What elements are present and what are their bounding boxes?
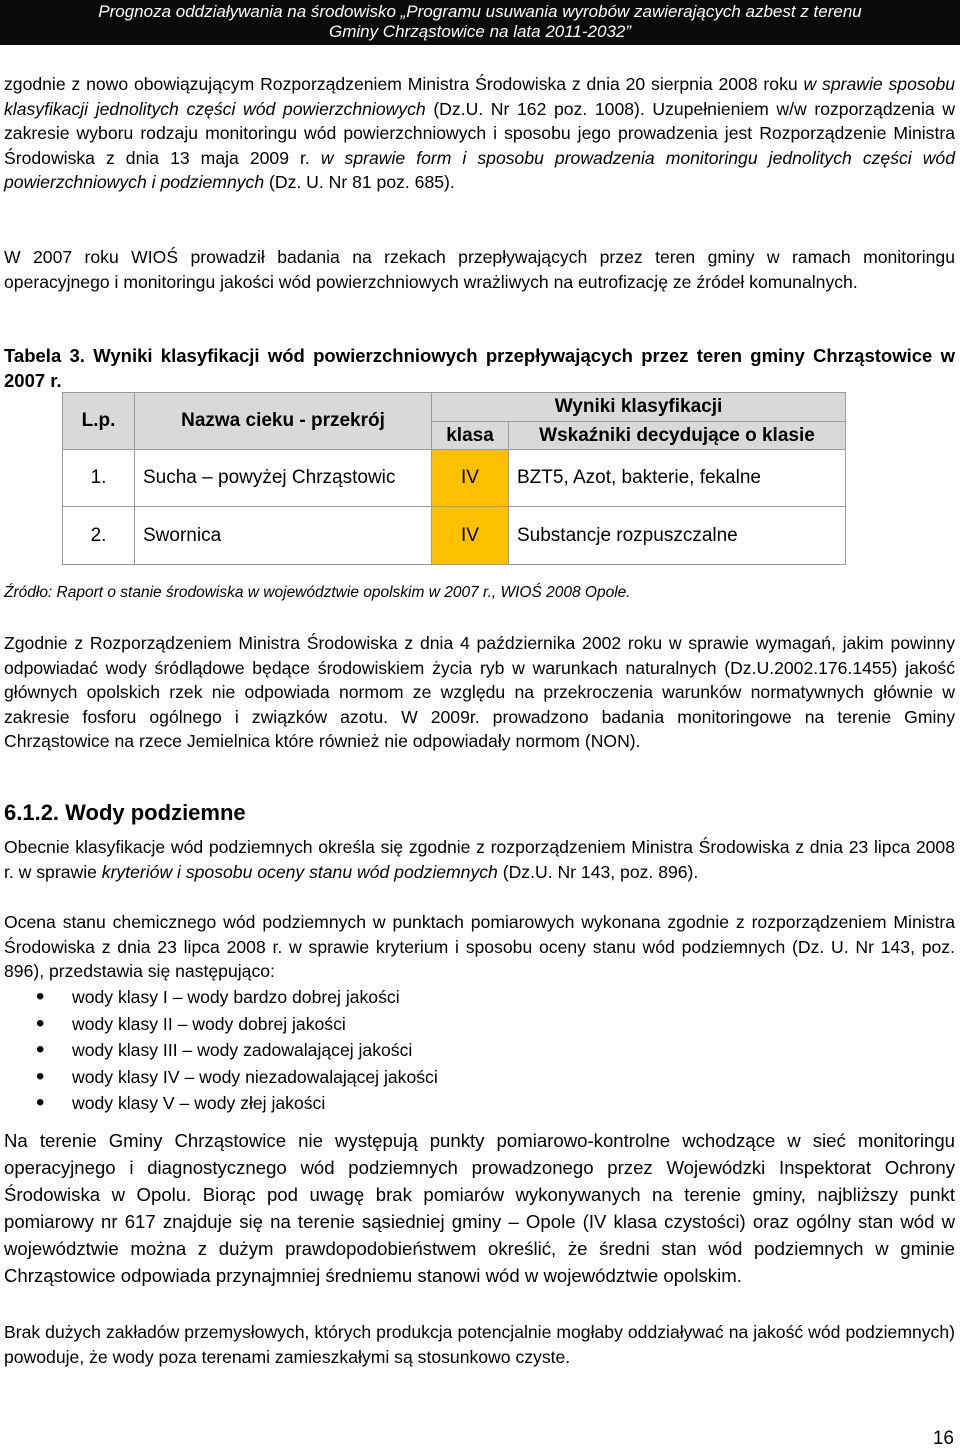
table-source: Źródło: Raport o stanie środowiska w województwie opolskim w 2007 r., WIOŚ 2008 Opole. — [4, 584, 631, 601]
list-item: • wody klasy I – wody bardzo dobrej jakości — [0, 984, 438, 1011]
header-name: Nazwa cieku - przekrój — [135, 393, 432, 450]
page-number: 16 — [932, 1428, 954, 1449]
table-caption: Tabela 3. Wyniki klasyfikacji wód powierzchniowych przepływających przez teren gminy Chrząstowice w 2007 r. — [4, 345, 955, 391]
table-row: 2. Swornica IV Substancje rozpuszczalne — [63, 507, 846, 565]
paragraph-regulation-2002: Zgodnie z Rozporządzeniem Ministra Środowiska z dnia 4 października 2002 roku w sprawie wymagań, jakim powinny odpowiadać wody śródlądowe będące środowiskiem życia ryb w warunkach naturalnych (Dz.U.2002.176.1455) jakość głównych opolskich rzek nie odpowiada normom ze względu na przekroczenia warunków normatywnych głównie w zakresie fosforu ogólnego i związków azotu. W 2009r. prowadzono badania monitoringowe na terenie Gminy Chrząstowice na rzece Jemielnica które również nie odpowiadały normom (NON). — [4, 633, 955, 751]
header-results: Wyniki klasyfikacji — [432, 393, 846, 422]
page-header — [0, 0, 960, 45]
paragraph-wios-2007: W 2007 roku WIOŚ prowadził badania na rzekach przepływających przez teren gminy w ramach monitoringu operacyjnego i monitoringu jakości wód powierzchniowych wrażliwych na eutrofizację ze źródeł komunalnych. — [4, 247, 955, 292]
list-item: • wody klasy V – wody złej jakości — [0, 1090, 438, 1117]
list-item: • wody klasy III – wody zadowalającej jakości — [0, 1037, 438, 1064]
paragraph-monitoring-points: Na terenie Gminy Chrząstowice nie występują punkty pomiarowo-kontrolne wchodzące w sieć monitoringu operacyjnego i diagnostycznego wód podziemnych prowadzonego przez Wojewódzki Inspektorat Ochrony Środowiska w Opolu. Biorąc pod uwagę brak pomiarów wykonywanych na terenie gminy, najbliższy punkt pomiarowy nr 617 znajduje się na terenie sąsiedniej gminy – Opole (IV klasa czystości) oraz ogólny stan wód w województwie można z dużym prawdopodobieństwem określić, że średni stan wód podziemnych w gminie Chrząstowice odpowiada przynajmniej średniemu stanowi wód w województwie opolskim. — [4, 1130, 955, 1286]
list-item: • wody klasy II – wody dobrej jakości — [0, 1011, 438, 1038]
paragraph-chemical-status: Ocena stanu chemicznego wód podziemnych w punktach pomiarowych wykonana zgodnie z rozporządzeniem Ministra Środowiska z dnia 23 lipca 2008 r. w sprawie kryterium i sposobu oceny stanu wód podziemnych (Dz. U. Nr 143, poz. 896), przedstawia się następująco: — [4, 912, 955, 981]
header-klasa: klasa — [432, 422, 509, 450]
header-line-1: Prognoza oddziaływania na środowisko „Programu usuwania wyrobów zawierających azbest z terenu — [98, 2, 862, 21]
paragraph-groundwater-classification: Obecnie klasyfikacje wód podziemnych określa się zgodnie z rozporządzeniem Ministra Środowiska z dnia 23 lipca 2008 r. w sprawie kryteriów i sposobu oceny stanu wód podziemnych (Dz.U. Nr 143, poz. 896). — [4, 837, 955, 882]
water-class-list — [0, 984, 438, 1117]
header-line-2: Gminy Chrząstowice na lata 2011-2032” — [328, 22, 632, 41]
paragraph-regulation-surface: zgodnie z nowo obowiązującym Rozporządzeniem Ministra Środowiska z dnia 20 sierpnia 2008 roku w sprawie sposobu klasyfikacji jednolitych części wód powierzchniowych (Dz.U. Nr 162 poz. 1008). Uzupełnieniem w/w rozporządzenia w zakresie wyboru rodzaju monitoringu wód powierzchniowych i sposobu jego prowadzenia jest Rozporządzenie Ministra Środowiska z dnia 13 maja 2009 r. w sprawie form i sposobu prowadzenia monitoringu jednolitych części wód powierzchniowych i podziemnych (Dz. U. Nr 81 poz. 685). — [4, 74, 956, 192]
list-item: • wody klasy IV – wody niezadowalającej jakości — [0, 1064, 438, 1091]
header-indicators: Wskaźniki decydujące o klasie — [509, 422, 846, 450]
header-lp: L.p. — [63, 393, 135, 450]
table-row: 1. Sucha – powyżej Chrząstowic IV BZT5, Azot, bakterie, fekalne — [63, 450, 846, 507]
section-title: 6.1.2. Wody podziemne — [4, 800, 246, 825]
classification-table — [62, 392, 846, 565]
paragraph-conclusion: Brak dużych zakładów przemysłowych, których produkcja potencjalnie mogłaby oddziaływać na jakość wód podziemnych) powoduje, że wody poza terenami zamieszkałymi są stosunkowo czyste. — [4, 1322, 955, 1367]
